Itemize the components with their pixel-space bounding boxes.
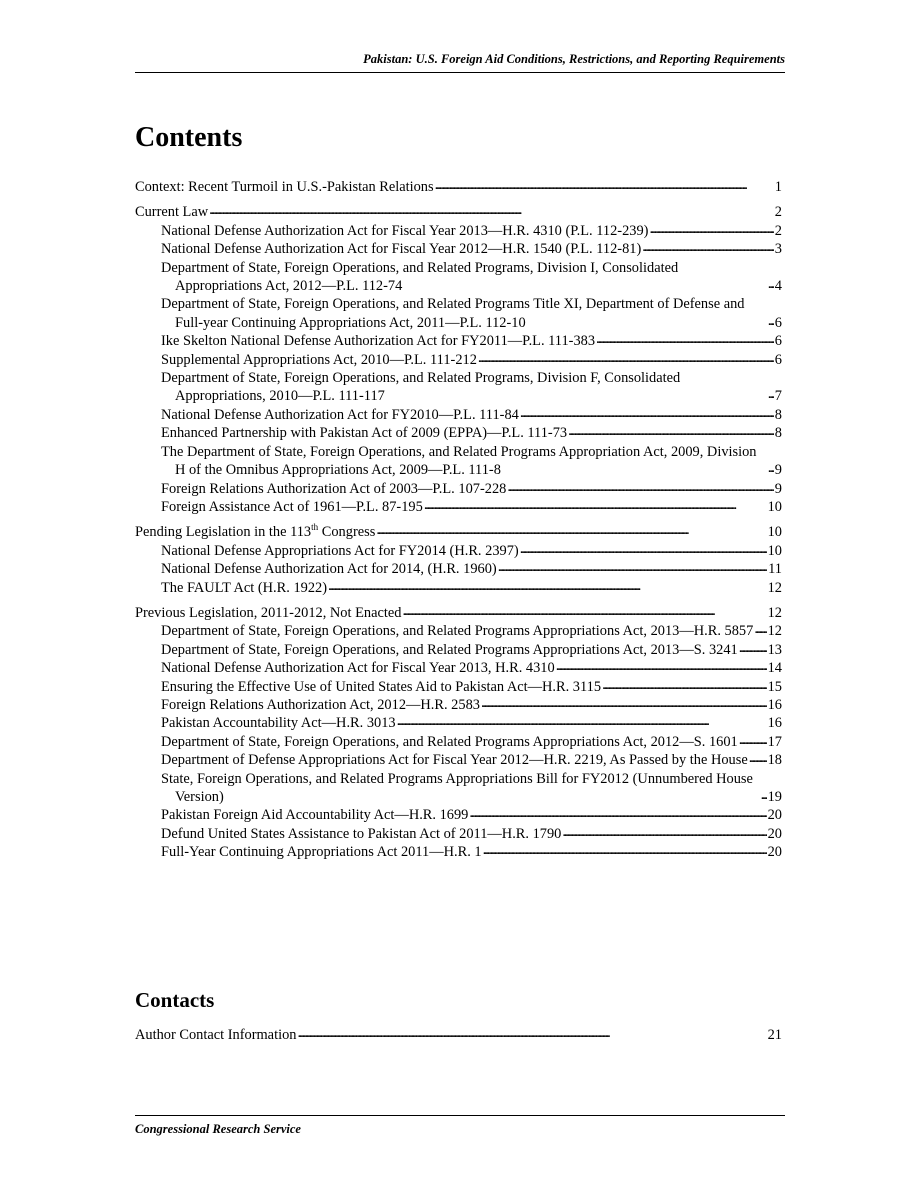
- toc-entry[interactable]: Department of State, Foreign Operations, and Related Programs, Division I, Consolidated Appropriations Act, 2012—P.L. 112-74 . . . 4: [135, 259, 782, 296]
- toc-entry[interactable]: National Defense Authorization Act for FY2010—P.L. 111-84 . . . 8: [135, 406, 782, 424]
- running-header: Pakistan: U.S. Foreign Aid Conditions, Restrictions, and Reporting Requirements: [135, 52, 785, 73]
- toc-entry[interactable]: Context: Recent Turmoil in U.S.-Pakistan Relations . . . 1: [135, 178, 782, 196]
- contents-title: Contents: [135, 122, 243, 153]
- running-footer: Congressional Research Service: [135, 1115, 785, 1137]
- toc-entry[interactable]: State, Foreign Operations, and Related Programs Appropriations Bill for FY2012 (Unnumbered House Version) . . . 19: [135, 770, 782, 807]
- toc-entry[interactable]: Department of Defense Appropriations Act for Fiscal Year 2012—H.R. 2219, As Passed by the House . . . 18: [135, 751, 782, 769]
- toc-entry[interactable]: Full-Year Continuing Appropriations Act 2011—H.R. 1 . . . 20: [135, 843, 782, 861]
- toc-entry[interactable]: Author Contact Information . . . 21: [135, 1026, 782, 1044]
- toc-entry[interactable]: Department of State, Foreign Operations, and Related Programs Appropriations Act, 2012—S. 1601 . . . 17: [135, 733, 782, 751]
- toc-entry[interactable]: Foreign Relations Authorization Act, 2012—H.R. 2583 . . . 16: [135, 696, 782, 714]
- toc-entry[interactable]: National Defense Appropriations Act for FY2014 (H.R. 2397) . . . 10: [135, 542, 782, 560]
- toc-entry[interactable]: National Defense Authorization Act for Fiscal Year 2012—H.R. 1540 (P.L. 112-81) . . . 3: [135, 240, 782, 258]
- toc-entry[interactable]: Department of State, Foreign Operations, and Related Programs Title XI, Department of Defense and Full-year Continuing Appropriations Act, 2011—P.L. 112-10 . . . 6: [135, 295, 782, 332]
- toc-entry[interactable]: Foreign Relations Authorization Act of 2003—P.L. 107-228 . . . 9: [135, 480, 782, 498]
- toc-entry[interactable]: Enhanced Partnership with Pakistan Act of 2009 (EPPA)—P.L. 111-73 . . . 8: [135, 424, 782, 442]
- toc-entry[interactable]: Ike Skelton National Defense Authorization Act for FY2011—P.L. 111-383 . . . 6: [135, 332, 782, 350]
- toc-entry[interactable]: National Defense Authorization Act for Fiscal Year 2013, H.R. 4310 . . . 14: [135, 659, 782, 677]
- toc-entry[interactable]: Foreign Assistance Act of 1961—P.L. 87-195 . . . 10: [135, 498, 782, 516]
- toc-entry[interactable]: National Defense Authorization Act for 2014, (H.R. 1960) . . . 11: [135, 560, 782, 578]
- toc-entry[interactable]: The Department of State, Foreign Operations, and Related Programs Appropriation Act, 2009, Division H of the Omnibus Appropriations Act, 2009—P.L. 111-8 . . . 9: [135, 443, 782, 480]
- toc-entry[interactable]: Department of State, Foreign Operations, and Related Programs Appropriations Act, 2013—S. 3241 . . . 13: [135, 641, 782, 659]
- contacts-list: [135, 1026, 782, 1044]
- toc-entry[interactable]: The FAULT Act (H.R. 1922) . . . 12: [135, 579, 782, 597]
- toc-entry[interactable]: Pending Legislation in the 113th Congress . . . 10: [135, 523, 782, 541]
- toc-entry[interactable]: Department of State, Foreign Operations, and Related Programs Appropriations Act, 2013—H.R. 5857 . . . 12: [135, 622, 782, 640]
- toc-entry[interactable]: Supplemental Appropriations Act, 2010—P.L. 111-212 . . . 6: [135, 351, 782, 369]
- toc-entry[interactable]: Current Law . . . 2: [135, 203, 782, 221]
- table-of-contents: [135, 178, 782, 862]
- toc-entry[interactable]: Pakistan Accountability Act—H.R. 3013 . . . 16: [135, 714, 782, 732]
- toc-entry[interactable]: Ensuring the Effective Use of United States Aid to Pakistan Act—H.R. 3115 . . . 15: [135, 678, 782, 696]
- toc-entry[interactable]: National Defense Authorization Act for Fiscal Year 2013—H.R. 4310 (P.L. 112-239) . . . 2: [135, 222, 782, 240]
- toc-entry[interactable]: Previous Legislation, 2011-2012, Not Enacted . . . 12: [135, 604, 782, 622]
- toc-entry[interactable]: Pakistan Foreign Aid Accountability Act—H.R. 1699 . . . 20: [135, 806, 782, 824]
- toc-entry[interactable]: Department of State, Foreign Operations, and Related Programs, Division F, Consolidated Appropriations, 2010—P.L. 111-117 . . . 7: [135, 369, 782, 406]
- contacts-title: Contacts: [135, 988, 215, 1012]
- toc-entry[interactable]: Defund United States Assistance to Pakistan Act of 2011—H.R. 1790 . . . 20: [135, 825, 782, 843]
